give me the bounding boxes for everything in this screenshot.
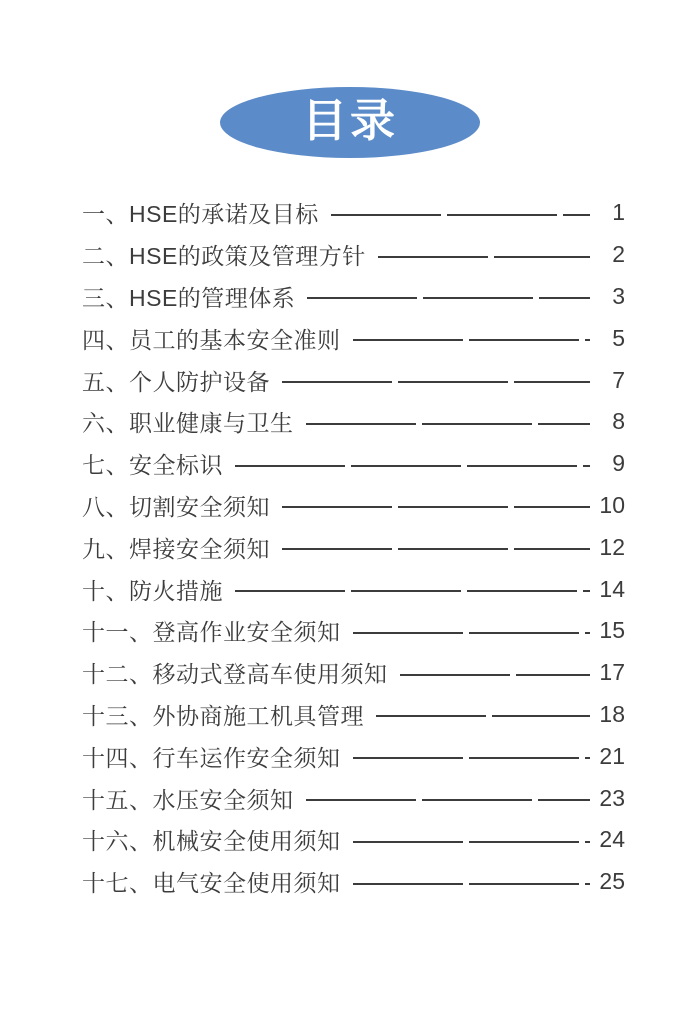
toc-entry-label: 十四、行车运作安全须知 [82,744,341,771]
toc-entry-leader-line [282,381,590,383]
toc-entry-page-number: 14 [599,575,625,602]
toc-entry [82,234,625,276]
toc-entry-label: 三、HSE的管理体系 [82,284,296,311]
toc-entry-leader-line [306,799,591,801]
toc-entry-leader-line [331,214,590,216]
toc-entry-leader-line [282,506,590,508]
toc-entry [82,485,625,527]
toc-entry-leader-line [307,297,590,299]
toc-entry [82,276,625,318]
toc-entry-page-number: 23 [599,784,625,811]
toc-entry [82,652,625,694]
toc-entry-page-number: 12 [599,533,625,560]
toc-entry-page-number: 1 [612,199,625,226]
toc-entry-label: 九、焊接安全须知 [82,535,270,562]
toc-entry [82,861,625,903]
toc-entry-label: 八、切割安全须知 [82,493,270,520]
toc-list [82,192,625,903]
toc-entry [82,735,625,777]
toc-entry [82,317,625,359]
toc-entry [82,401,625,443]
toc-entry-leader-line [353,841,591,843]
toc-entry-leader-line [282,548,590,550]
toc-entry-page-number: 21 [599,742,625,769]
toc-entry-leader-line [353,632,591,634]
toc-entry-leader-line [376,715,590,717]
toc-entry [82,694,625,736]
toc-entry [82,359,625,401]
toc-entry-leader-line [378,256,590,258]
toc-entry-label: 十一、登高作业安全须知 [82,619,341,646]
toc-entry-page-number: 15 [599,617,625,644]
toc-entry-leader-line [353,339,591,341]
toc-header-ellipse [220,87,480,158]
toc-entry-page-number: 17 [599,659,625,686]
toc-entry-label: 十五、水压安全须知 [82,786,294,813]
toc-entry [82,526,625,568]
toc-entry-label: 十三、外协商施工机具管理 [82,702,364,729]
toc-entry-label: 十七、电气安全使用须知 [82,870,341,897]
toc-entry-page-number: 9 [612,450,625,477]
toc-entry-label: 二、HSE的政策及管理方针 [82,243,366,270]
toc-entry-page-number: 24 [599,826,625,853]
toc-entry-page-number: 25 [599,868,625,895]
toc-entry [82,192,625,234]
toc-entry-leader-line [353,757,591,759]
toc-entry [82,568,625,610]
toc-entry-page-number: 7 [612,366,625,393]
toc-entry-leader-line [353,883,591,885]
toc-entry-label: 六、职业健康与卫生 [82,410,294,437]
toc-entry-label: 十六、机械安全使用须知 [82,828,341,855]
toc-entry-page-number: 3 [612,282,625,309]
toc-entry-page-number: 18 [599,700,625,727]
toc-entry [82,610,625,652]
toc-entry-leader-line [235,590,590,592]
toc-entry-leader-line [306,423,591,425]
toc-entry [82,777,625,819]
toc-entry-page-number: 5 [612,324,625,351]
toc-entry-page-number: 10 [599,491,625,518]
toc-entry-page-number: 8 [612,408,625,435]
toc-entry-label: 七、安全标识 [82,452,223,479]
toc-entry-label: 十、防火措施 [82,577,223,604]
toc-entry-leader-line [400,674,591,676]
toc-entry-leader-line [235,465,590,467]
toc-entry [82,819,625,861]
toc-entry-page-number: 2 [612,241,625,268]
toc-entry [82,443,625,485]
toc-entry-label: 十二、移动式登高车使用须知 [82,661,388,688]
toc-entry-label: 四、员工的基本安全准则 [82,326,341,353]
toc-entry-label: 五、个人防护设备 [82,368,270,395]
toc-entry-label: 一、HSE的承诺及目标 [82,201,319,228]
page-title: 目录 [301,95,398,146]
